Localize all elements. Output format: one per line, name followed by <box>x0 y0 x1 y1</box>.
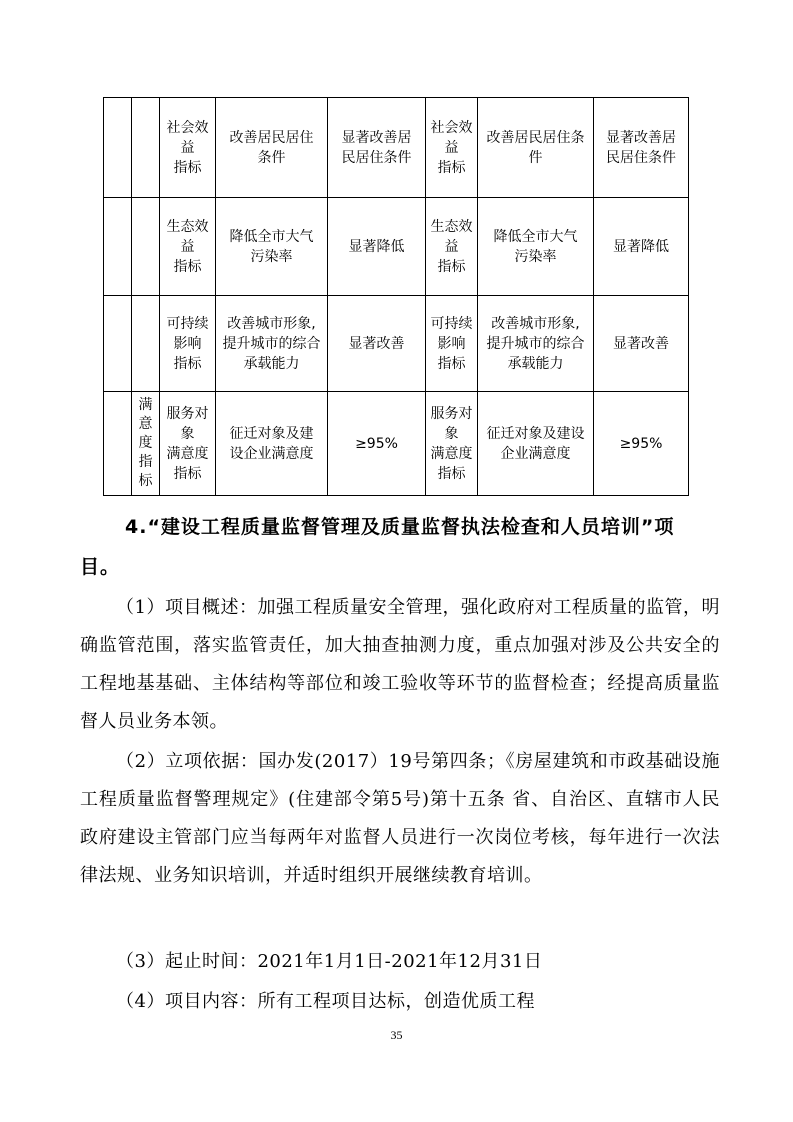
category-cell <box>132 198 160 296</box>
value-a-text: ≥95% <box>355 435 398 452</box>
indicator-a-text: 社会效益 指标 <box>166 119 209 176</box>
paragraph-content: （4）项目内容：所有工程项目达标，创造优质工程 <box>116 991 535 1012</box>
outer-category-cell <box>104 392 132 496</box>
content-a-text: 降低全市大气 污染率 <box>229 228 314 265</box>
indicator-a-cell <box>160 198 216 296</box>
content-a-cell <box>216 98 328 198</box>
value-a-text: 显著降低 <box>348 238 405 255</box>
value-a-text: 显著改善 <box>348 335 405 352</box>
content-b-text: 征迁对象及建设 企业满意度 <box>486 425 585 462</box>
indicator-a-cell <box>160 392 216 496</box>
indicator-b-cell <box>426 198 478 296</box>
outer-category-cell <box>104 198 132 296</box>
value-b-cell <box>594 98 689 198</box>
indicator-a-text: 可持续 影响 指标 <box>166 315 209 372</box>
indicator-b-text: 生态效 益 指标 <box>430 218 473 275</box>
page-number: 35 <box>390 1028 403 1042</box>
content-b-text: 改善城市形象, 提升城市的综合 承载能力 <box>486 315 585 372</box>
section-heading-line2: 目。 <box>80 556 121 578</box>
category-cell <box>132 296 160 392</box>
value-b-text: 显著降低 <box>613 238 669 255</box>
value-a-cell <box>328 296 426 392</box>
content-a-cell <box>216 296 328 392</box>
content-a-text: 征迁对象及建 设企业满意度 <box>229 425 314 462</box>
content-a-text: 改善居民居住 条件 <box>229 129 314 166</box>
content-a-cell <box>216 392 328 496</box>
indicator-a-text: 生态效 益 指标 <box>166 218 209 275</box>
value-b-text: 显著改善居 民居住条件 <box>606 129 676 166</box>
indicator-b-cell <box>426 296 478 392</box>
content-b-cell <box>478 198 594 296</box>
value-a-cell <box>328 392 426 496</box>
value-a-cell <box>328 98 426 198</box>
content-b-text: 改善居民居住条 件 <box>486 129 585 166</box>
table-row <box>104 296 689 392</box>
indicator-a-cell <box>160 98 216 198</box>
indicator-b-text: 社会效 益 指标 <box>430 119 473 176</box>
paragraph-overview: （1）项目概述：加强工程质量安全管理，强化政府对工程质量的监管，明确监管范围，落实监管责任，加大抽查抽测力度，重点加强对涉及公共安全的工程地基基础、主体结构等部位和竣工验收等环节的监督检查；经提高质量监督人员业务本领。 <box>80 597 720 732</box>
indicator-a-cell <box>160 296 216 392</box>
content-b-cell <box>478 98 594 198</box>
content-b-text: 降低全市大气 污染率 <box>493 228 578 265</box>
category-cell <box>132 392 160 496</box>
paragraph-period: （3）起止时间：2021年1月1日-2021年12月31日 <box>116 951 543 972</box>
category-cell <box>132 98 160 198</box>
content-b-cell <box>478 296 594 392</box>
value-b-cell <box>594 198 689 296</box>
outer-category-cell <box>104 296 132 392</box>
indicator-b-cell <box>426 98 478 198</box>
table-row <box>104 98 689 198</box>
section-heading-line1: 4.“建设工程质量监督管理及质量监督执法检查和人员培训”项 <box>125 516 675 538</box>
indicator-b-text: 服务对 象 满意度 指标 <box>430 405 473 482</box>
content-a-text: 改善城市形象, 提升城市的综合 承载能力 <box>222 315 321 372</box>
content-a-cell <box>216 198 328 296</box>
indicator-b-cell <box>426 392 478 496</box>
value-b-text: ≥95% <box>619 435 663 452</box>
indicator-b-text: 可持续 影响 指标 <box>430 315 473 372</box>
value-b-text: 显著改善 <box>613 335 669 352</box>
value-a-text: 显著改善居 民居住条件 <box>341 129 412 166</box>
content-b-cell <box>478 392 594 496</box>
performance-indicator-table <box>103 97 689 496</box>
paragraph-basis: （2）立项依据：国办发(2017）19号第四条；《房屋建筑和市政基础设施工程质量监督警理规定》(住建部令第5号)第十五条 省、自治区、直辖市人民政府建设主管部门应当每两年对监督人员进行一次岗位考核，每年进行一次法律法规、业务知识培训，并适时组织开展继续教育培训。 <box>80 751 720 886</box>
value-b-cell <box>594 392 689 496</box>
value-b-cell <box>594 296 689 392</box>
category-label: 满 意 度 指 标 <box>138 397 153 489</box>
indicator-a-text: 服务对 象 满意度 指标 <box>166 405 209 482</box>
outer-category-cell <box>104 98 132 198</box>
table-row <box>104 392 689 496</box>
value-a-cell <box>328 198 426 296</box>
table-row <box>104 198 689 296</box>
